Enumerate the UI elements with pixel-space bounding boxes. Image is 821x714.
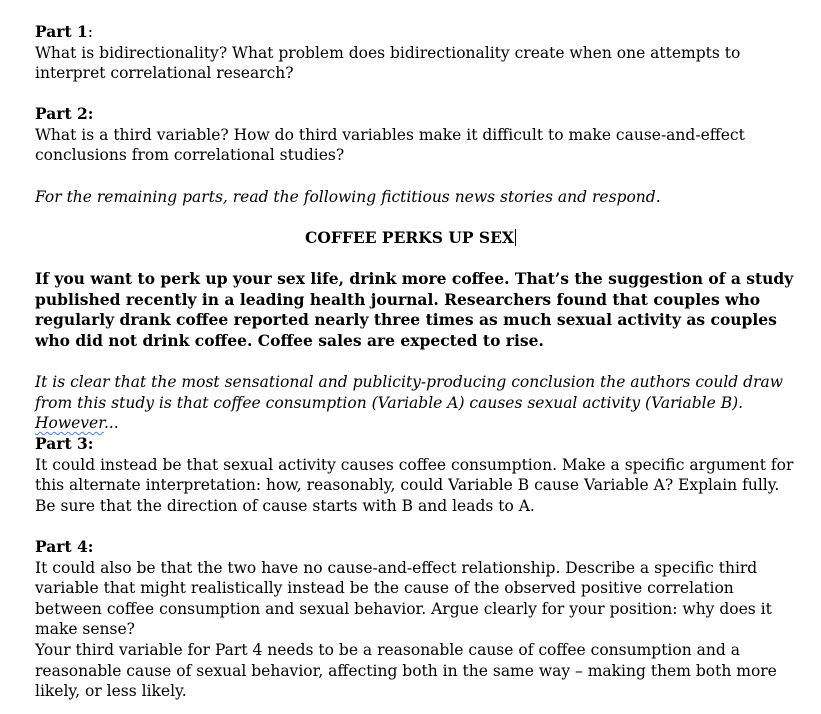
text-cursor [515, 229, 516, 246]
part4-question: It could also be that the two have no cause-and-effect relationship. Describe a specific third variable that might realistically instead be the cause of the observed positive correlation between coffee consumption and sexual behavior. Argue clearly for your position: why does it make sense? [35, 558, 772, 639]
part1-heading: Part 1 [35, 22, 88, 41]
commentary-ellipsis: ... [103, 414, 119, 433]
part1-section [35, 22, 795, 84]
part4-section [35, 537, 795, 640]
part1-question: What is bidirectionality? What problem does bidirectionality create when one attempts to interpret correlational research? [35, 43, 741, 83]
part2-section [35, 104, 795, 166]
story-body: If you want to perk up your sex life, drink more coffee. That’s the suggestion of a study published recently in a leading health journal. Researchers found that couples who regularly drank coffee reported nearly three times as much sexual activity as couples who did not drink coffee. Coffee sales are expected to rise. [35, 269, 794, 350]
instructions-text: For the remaining parts, read the following fictitious news stories and respond. [35, 188, 661, 206]
part2-question: What is a third variable? How do third variables make it difficult to make cause-and-effect conclusions from correlational studies? [35, 125, 745, 165]
story-title [0, 228, 821, 249]
commentary-main: It is clear that the most sensational and publicity-producing conclusion the authors could draw from this study is that coffee consumption (Variable A) causes sexual activity (Variable B). [35, 373, 783, 412]
part4-heading: Part 4: [35, 537, 94, 556]
commentary-text [35, 372, 795, 434]
part1-colon: : [87, 23, 94, 41]
spellcheck-flagged-word[interactable]: However [35, 414, 104, 433]
part2-heading: Part 2: [35, 104, 94, 123]
part3-heading: Part 3: [35, 434, 94, 453]
part3-section [35, 434, 795, 516]
story-title-text: COFFEE PERKS UP SEX [305, 228, 514, 247]
part3-question: It could instead be that sexual activity causes coffee consumption. Make a specific argument for this alternate interpretation: how, reasonably, could Variable B cause Variable A? Explain fully. Be sure that the direction of cause starts with B and leads to A. [35, 455, 794, 515]
part4-note: Your third variable for Part 4 needs to be a reasonable cause of coffee consumption and a reasonable cause of sexual behavior, affecting both in the same way – making them both more likely, or less likely. [35, 641, 777, 701]
